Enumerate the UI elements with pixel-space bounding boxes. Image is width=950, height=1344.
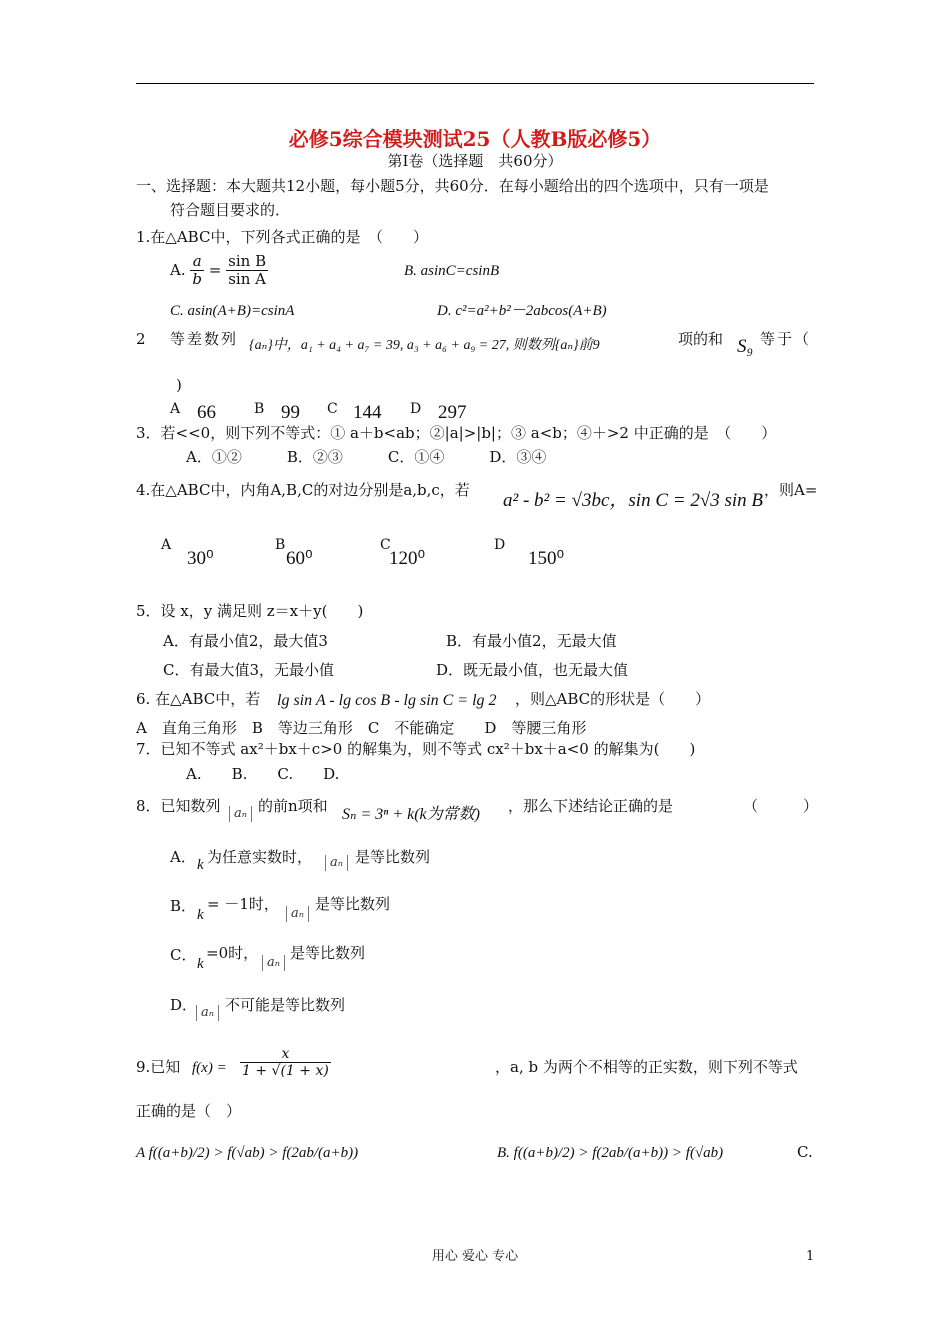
section-subtitle: 第Ⅰ卷（选择题 共60分） [387,152,563,170]
q2-option-a-label: A [170,401,181,417]
q5-option-d: D．既无最小值，也无最大值 [436,661,629,679]
q8-option-b-k: k [197,907,204,923]
page-footer: 用心 爱心 专心 [431,1249,519,1264]
header-rule [136,83,814,84]
q4-option-a-value: 30⁰ [187,548,214,569]
q8-option-b-text: = －1时， [207,895,279,913]
q1-option-c: C. asin(A+B)=csinA [170,303,295,319]
q6-formula: lg sin A - lg cos B - lg sin C = lg 2 [277,692,497,709]
q1-a-label: A. [170,260,186,279]
q2-option-b-value: 99 [281,402,300,423]
q1-a-fraction-right: $\frac{\text{sin B}}{\text{sin A}}$ [228,252,267,289]
q9-stem: 9.已知 [136,1058,181,1076]
q1-option-a: A. $\frac{a}{b}$ = $\frac{\text{sin B}}{\text{sin A}}$ [170,252,267,289]
q7-options: A. B. C. D. [186,765,340,783]
q8-option-b-label: B． [170,897,197,915]
q3-stem: 3．若<<0，则下列不等式：① a＋b<ab；②|a|>|b|；③ a<b；④＋>2 中正确的是 （ ） [136,424,777,442]
q8-option-c-an: aₙ [262,952,285,971]
q8-option-d-end: 不可能是等比数列 [225,996,346,1014]
q4-option-b-label: B [275,537,286,553]
q6-end: ，则△ABC的形状是（ ） [515,690,711,708]
q2-end: 等于（ [760,330,812,348]
q8-answer-paren: （ ） [743,797,819,815]
q4-stem: 4.在△ABC中，内角A,B,C的对边分别是a,b,c，若 [136,481,470,499]
q4-option-d-value: 150⁰ [528,548,565,569]
q2-sum-symbol: S₉ [737,336,754,357]
q8-formula: Sₙ = 3ⁿ + k(k为常数) [342,806,480,823]
q8-an-stem: aₙ [229,803,252,822]
q8-stem: 8．已知数列 [136,797,221,815]
q1-a-fraction-left: $\frac{a}{b}$ [192,252,202,289]
q6-options: A 直角三角形 B 等边三角形 C 不能确定 D 等腰三角形 [136,719,587,737]
q8-option-a-text: 为任意实数时， [207,848,313,866]
q8-option-d-an: aₙ [196,1002,219,1021]
q8-option-a-an: aₙ [325,852,348,871]
q8-option-d-label: D． [170,996,198,1014]
q8-option-c-label: C． [170,946,197,964]
q1-stem: 1.在△ABC中，下列各式正确的是 （ ） [136,228,428,246]
q2-stem: 等差数列 [170,330,239,348]
page-title: 必修5综合模块测试25（人教B版必修5） [288,127,662,151]
q2-tail: 项的和 [678,330,724,348]
q8-mid: 的前n项和 [258,797,328,815]
q2-number: 2 [136,330,146,348]
q6-stem: 6. 在△ABC中，若 [136,690,261,708]
q8-option-a-end: 是等比数列 [355,848,431,866]
q1-option-d: D. c²=a²+b²－2abcos(A+B) [437,303,607,319]
q9-option-c: C. [797,1143,813,1161]
q8-end: ，那么下述结论正确的是 [508,797,674,815]
q8-option-a-k: k [197,857,204,873]
q9-fraction-numerator: x [240,1046,331,1063]
q4-option-b-value: 60⁰ [286,548,313,569]
q9-option-b: B. f((a+b)/2) > f(2ab/(a+b)) > f(√ab) [497,1145,724,1161]
q4-formula: a² - b² = √3bc，sin C = 2√3 sin B [503,490,764,511]
q9-option-a: A f((a+b)/2) > f(√ab) > f(2ab/(a+b)) [136,1145,359,1161]
q9-tail: ，a, b 为两个不相等的正实数，则下列不等式 [495,1058,798,1076]
q8-option-a-label: A． [170,848,196,866]
q2-option-d-label: D [410,401,422,417]
q2-option-c-value: 144 [353,402,382,423]
q8-option-c-end: 是等比数列 [290,944,366,962]
q2-option-c-label: C [327,401,338,417]
q9-line-2: 正确的是（ ） [136,1102,242,1120]
q4-option-c-label: C [380,537,391,553]
q8-option-c-k: k [197,956,204,972]
q4-end: ，则A= [764,481,818,499]
q2-formula: {aₙ}中，a₁ + a₄ + a₇ = 39, a₃ + a₆ + a₉ = 27, 则数列{aₙ}前9 [249,338,600,353]
q5-option-b: B．有最小值2，无最大值 [446,632,617,650]
q2-option-a-value: 66 [197,402,216,423]
instructions-line-1: 一、选择题：本大题共12小题，每小题5分，共60分．在每小题给出的四个选项中，只有一项是 [136,177,769,195]
q9-fraction-denominator: 1 + √(1 + x) [242,1063,329,1080]
page-number: 1 [806,1249,815,1264]
q5-stem: 5．设 x，y 满足则 z＝x＋y( ) [136,602,364,620]
q1-option-b: B. asinC=csinB [404,263,500,279]
q4-option-c-value: 120⁰ [389,548,426,569]
q8-option-c-text: =0时， [206,944,259,962]
q4-option-a-label: A [161,537,172,553]
q9-fraction [240,1046,331,1079]
q8-option-b-an: aₙ [286,903,309,922]
q7-stem: 7．已知不等式 ax²＋bx＋c>0 的解集为，则不等式 cx²＋bx＋a<0 的解集为( ) [136,740,696,758]
q4-option-d-label: D [494,537,506,553]
q8-option-b-end: 是等比数列 [315,895,391,913]
q2-close-paren: ) [176,376,182,394]
q2-option-b-label: B [254,401,265,417]
q5-option-a: A．有最小值2，最大值3 [163,632,328,650]
q5-option-c: C．有最大值3，无最小值 [163,661,335,679]
q3-options: A．①② B．②③ C．①④ D．③④ [186,448,547,466]
instructions-line-2: 符合题目要求的． [170,201,291,219]
q2-option-d-value: 297 [438,402,467,423]
q9-f-lhs: f(x) = [192,1060,227,1076]
